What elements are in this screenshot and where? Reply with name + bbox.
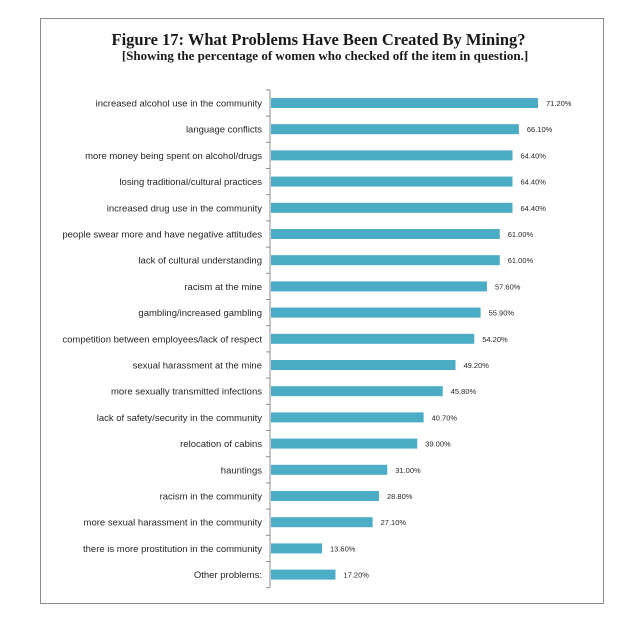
category-label: more money being spent on alcohol/drugs — [85, 150, 262, 162]
bar — [271, 334, 474, 344]
category-label: Other problems: — [193, 570, 262, 582]
value-label: 27.10% — [380, 518, 407, 528]
value-label: 54.20% — [482, 334, 508, 344]
value-label: 57.60% — [495, 282, 521, 292]
bar — [271, 177, 513, 187]
value-label: 13.60% — [330, 544, 356, 554]
bar — [271, 203, 513, 213]
bar — [271, 491, 379, 501]
value-label: 31.00% — [395, 465, 421, 475]
bar — [271, 150, 513, 160]
value-label: 61.00% — [507, 256, 534, 266]
value-label: 39.00% — [425, 439, 451, 449]
value-label: 64.40% — [520, 151, 546, 161]
value-label: 71.20% — [546, 99, 572, 108]
value-label: 28.80% — [387, 492, 413, 501]
category-label: lack of cultural understanding — [138, 255, 262, 267]
bar — [271, 386, 443, 396]
value-label: 66.10% — [526, 125, 553, 135]
bar — [271, 517, 373, 527]
category-label: more sexually transmitted infections — [110, 386, 262, 398]
value-label: 64.40% — [520, 177, 546, 187]
bar — [271, 360, 456, 370]
category-label: language conflicts — [185, 124, 262, 136]
bar — [271, 124, 519, 134]
category-label: racism at the mine — [184, 281, 262, 293]
category-label: increased alcohol use in the community — [95, 98, 262, 110]
category-label: increased drug use in the community — [106, 203, 262, 215]
bar — [271, 570, 336, 580]
category-label: there is more prostitution in the community — [83, 543, 262, 555]
bar — [271, 281, 487, 291]
chart-title: Figure 17: What Problems Have Been Created By Mining? — [111, 30, 526, 49]
value-label: 61.00% — [507, 230, 534, 239]
category-label: relocation of cabins — [180, 439, 262, 451]
bar — [271, 255, 500, 265]
bar — [271, 308, 481, 318]
category-label: competition between employees/lack of respect — [62, 334, 262, 346]
axis-layer — [266, 90, 270, 588]
category-label: more sexual harassment in the community — [83, 517, 262, 529]
bar — [271, 98, 538, 108]
value-label: 49.20% — [463, 361, 489, 370]
value-label: 55.90% — [488, 308, 515, 318]
category-label: gambling/increased gambling — [138, 308, 262, 320]
value-label: 45.80% — [450, 387, 477, 397]
bar — [271, 412, 424, 422]
category-label: sexual harassment at the mine — [132, 360, 262, 372]
value-label: 64.40% — [520, 203, 546, 213]
category-label: people swear more and have negative attitudes — [62, 229, 262, 241]
bar — [271, 229, 500, 239]
value-label: 17.20% — [343, 570, 369, 580]
category-label: hauntings — [220, 465, 262, 477]
bar — [271, 439, 417, 449]
bar — [271, 543, 322, 553]
category-label: losing traditional/cultural practices — [119, 177, 262, 189]
bar — [271, 465, 387, 475]
category-label: racism in the community — [159, 491, 262, 503]
chart-subtitle: [Showing the percentage of women who checked off the item in question.] — [121, 48, 529, 63]
value-label: 40.70% — [431, 413, 458, 423]
category-label: lack of safety/security in the community — [96, 412, 262, 424]
